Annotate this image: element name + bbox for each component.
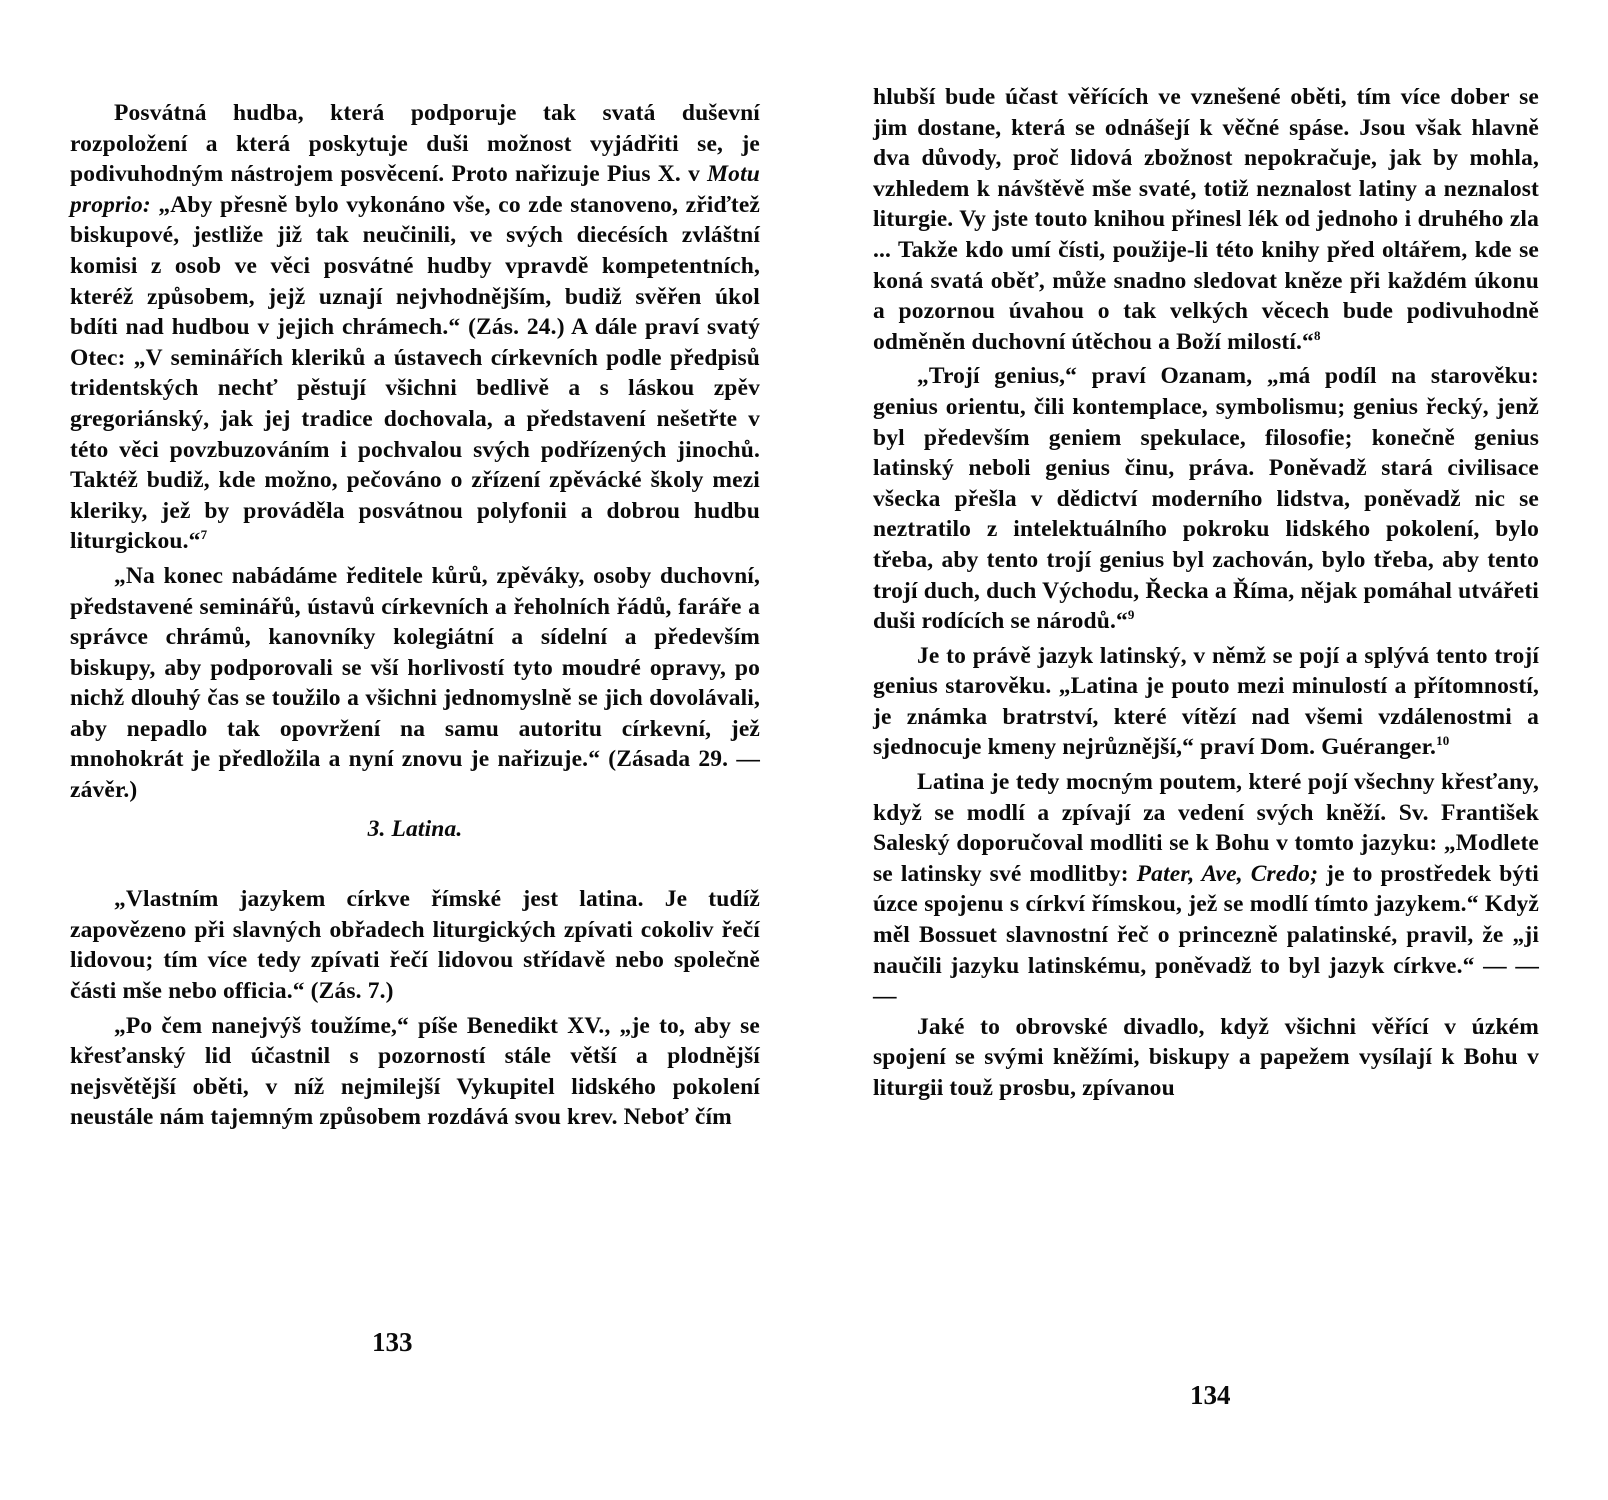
- left-paragraph-1: [70, 98, 760, 557]
- footnote-ref-10: 10: [1436, 733, 1450, 749]
- section-heading: 3. Latina.: [367, 815, 463, 842]
- right-paragraph-4-italic: Pater, Ave, Credo;: [1136, 860, 1319, 887]
- right-paragraph-4-rest: je to prostředek býti úzce spojenu s církví římskou, jež se modlí tímto jazykem.“ Když měl Bossuet slavnostní řeč o princezně palatinské, pravil, že „ji naučili jazyku latinskému, poněvadž to byl jazyk církve.“ — — —: [873, 860, 1539, 1010]
- footnote-ref-8: 8: [1313, 327, 1321, 343]
- left-paragraph-1-text: Posvátná hudba, která podporuje tak svatá duševní rozpoložení a která poskytuje duši možnost vyjádřiti se, je podivuhodným nástrojem posvěcení. Proto nařizuje Pius X. v: [70, 100, 760, 188]
- right-paragraph-4-text: Latina je tedy mocným poutem, které pojí všechny křesťany, když se modlí a zpívají za vedení svých kněží. Sv. František Saleský doporučoval modliti se k Bohu v tomto jazyku: „Modlete se latinsky své modlitby:: [873, 769, 1539, 887]
- left-page: [70, 98, 760, 1133]
- left-paragraph-4: „Po čem nanejvýš toužíme,“ píše Benedikt XV., „je to, aby se křesťanský lid účastnil s pozorností stále větší a plodnější nejsvětější oběti, v níž nejmilejší Vykupitel lidského pokolení neustále nám tajemným způsobem rozdává svou krev. Neboť čím: [70, 1012, 760, 1131]
- footnote-ref-9: 9: [1127, 607, 1135, 623]
- left-paragraph-3: „Vlastním jazykem církve římské jest latina. Je tudíž zapovězeno při slavných obřadech liturgických zpívati cokoliv řečí lidovou; tím více tedy zpívati řečí lidovou střídavě nebo společně části mše nebo officia.“ (Zás. 7.): [70, 886, 760, 1005]
- left-paragraph-1-italic: Motu proprio:: [70, 161, 760, 218]
- right-paragraph-5: Jaké to obrovské divadlo, když všichni věřící v úzkém spojení se svými kněžími, biskupy a papežem vysílají k Bohu v liturgii touž prosbu, zpívanou: [873, 1013, 1539, 1101]
- right-paragraph-3: [873, 641, 1539, 763]
- right-page: [873, 82, 1539, 1104]
- page-number-right: 134: [1190, 1380, 1231, 1410]
- right-paragraph-3-text: Je to právě jazyk latinský, v němž se pojí a splývá tento trojí genius starověku. „Latina je pouto mezi minulostí a přítomností, je známka bratrství, které vítězí nad všemi vzdálenostmi a sjednocuje kmeny nejrůznější,“ praví Dom. Guéranger.: [873, 642, 1539, 761]
- right-paragraph-1-text: hlubší bude účast věřících ve vznešené oběti, tím více dober se jim dostane, která se odnášejí k věčné spáse. Jsou však hlavně dva důvody, proč lidová zbožnost nepokračuje, jak by mohla, vzhledem k návštěvě mše svaté, totiž neznalost latiny a neznalost liturgie. Vy jste touto knihou přinesl lék od jednoho i druhého zla ... Takže kdo umí čísti, použije-li této knihy před oltářem, kde se koná svatá oběť, může snadno sledovat kněze při každém úkonu a pozornou úvahou o tak velkých věcech bude podivuhodně odměněn duchovní útěchou a Boží milostí.“: [873, 84, 1539, 355]
- left-paragraph-2: „Na konec nabádáme ředitele kůrů, zpěváky, osoby duchovní, představené seminářů, ústavů církevních a řeholních řádů, faráře a správce chrámů, kanovníky kolegiátní a sídelní a především biskupy, aby podporovali se vší horlivostí tyto moudré opravy, po nichž dlouhý čas se toužilo a všichni jednomyslně se jich dovolávali, aby nepadlo tak opovržení na samu autoritu církevní, jež mnohokrát je předložila a nyní znovu je nařizuje.“ (Zásada 29. — závěr.): [70, 562, 760, 804]
- footnote-ref-7: 7: [200, 527, 208, 543]
- left-paragraph-1-rest: „Aby přesně bylo vykonáno vše, co zde stanoveno, zřiďtež biskupové, jestliže již tak neučinili, ve svých diecésích zvláštní komisi z osob ve věci posvátné hudby vpravdě kompetentních, kteréž způsobem, jejž uznají nejvhodnějším, budiž svěřen úkol bdíti nad hudbou v jejich chrámech.“ (Zás. 24.) A dále praví svatý Otec: „V seminářích kleriků a ústavech církevních podle předpisů tridentských nechť pěstují všichni bedlivě a s láskou zpěv gregoriánský, jak jej tradice dochovala, a představení nešetřte v této věci povzbuzováním i pochvalou svých podřízených jinochů. Taktéž budiž, kde možno, pečováno o zřízení zpěvácké školy mezi kleriky, jež by prováděla posvátnou polyfonii a dobrou hudbu liturgickou.“: [70, 191, 760, 555]
- right-paragraph-2: [873, 361, 1539, 636]
- right-paragraph-4: [873, 767, 1539, 1012]
- right-paragraph-1: [873, 82, 1539, 357]
- page-number-left: 133: [372, 1327, 413, 1357]
- right-paragraph-2-text: „Trojí genius,“ praví Ozanam, „má podíl na starověku: genius orientu, čili kontemplace, symbolismu; genius řecký, jenž byl především geniem spekulace, filosofie; konečně genius latinský neboli genius činu, práva. Poněvadž stará civilisace všecka přešla v dědictví moderního lidstva, poněvadž nic se neztratilo z intelektuálního pokroku lidského pokolení, bylo třeba, aby tento trojí genius byl zachován, bylo třeba, aby tento trojí duch, duch Východu, Řecka a Říma, nějak pomáhal utvářeti duši rodících se národů.“: [873, 363, 1539, 635]
